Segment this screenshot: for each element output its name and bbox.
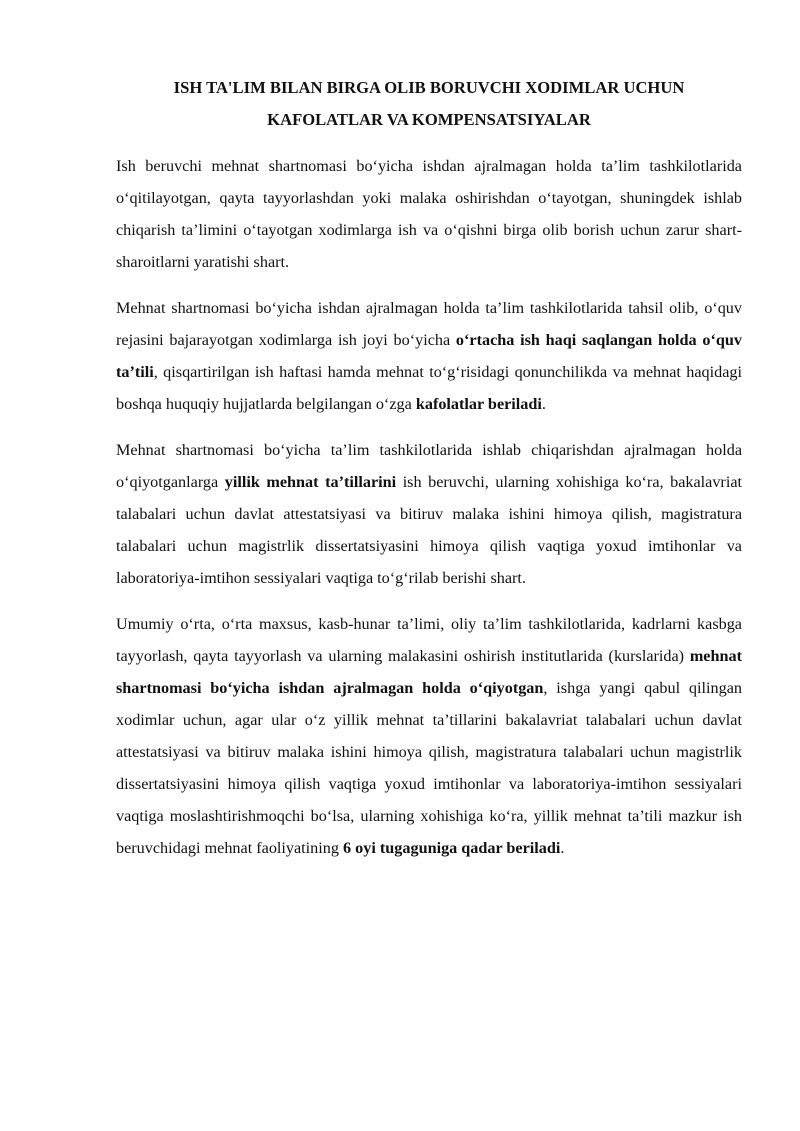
title-line-2: KAFOLATLAR VA KOMPENSATSIYALAR	[267, 110, 591, 129]
title-line-1: ISH TA'LIM BILAN BIRGA OLIB BORUVCHI XODIMLAR UCHUN	[173, 78, 685, 97]
paragraph-text: .	[560, 839, 565, 857]
document-page	[116, 72, 742, 878]
paragraph-text: Mehnat shartnomasi bo‘yicha ishdan ajralmagan holda ta’lim tashkilotlarida tahsil olib, o‘quv rejasini bajarayotgan xodimlarga ish joyi bo‘yicha	[116, 299, 742, 349]
bold-phrase: o‘rtacha ish haqi saqlangan holda o‘quv ta’tili	[116, 331, 742, 381]
paragraph-text: ish beruvchi, ularning xohishiga ko‘ra, bakalavriat talabalari uchun davlat attestatsiyasi va bitiruv malaka ishini himoya qilish, magistratura talabalari uchun magistrlik dissertatsiyasini himoya qilish vaqtiga yoxud imtihonlar va laboratoriya-imtihon sessiyalari vaqtiga to‘g‘rilab berishi shart.	[116, 473, 742, 587]
bold-phrase: kafolatlar beriladi	[415, 395, 542, 413]
paragraph-1	[116, 150, 742, 278]
paragraph-text: Ish beruvchi mehnat shartnomasi bo‘yicha ishdan ajralmagan holda ta’lim tashkilotlarida o‘qitilayotgan, qayta tayyorlashdan yoki malaka oshirishdan o‘tayotgan, shuningdek ishlab chiqarish ta’limini o‘tayotgan xodimlarga ish va o‘qishni birga olib borish uchun zarur shart-sharoitlarni yaratishi shart.	[116, 157, 742, 271]
paragraph-text: .	[541, 395, 546, 413]
paragraph-text: Mehnat shartnomasi bo‘yicha ta’lim tashkilotlarida ishlab chiqarishdan ajralmagan holda o‘qiyotganlarga	[116, 441, 742, 491]
paragraph-text: Umumiy o‘rta, o‘rta maxsus, kasb-hunar ta’limi, oliy ta’lim tashkilotlarida, kadrlarni kasbga tayyorlash, qayta tayyorlash va ularning malakasini oshirish institutlarida (kurslarida)	[116, 615, 742, 665]
document-title	[116, 72, 742, 136]
paragraph-4	[116, 608, 742, 864]
paragraph-text: , ishga yangi qabul qilingan xodimlar uchun, agar ular o‘z yillik mehnat ta’tillarini bakalavriat talabalari uchun davlat attestatsiyasi va bitiruv malaka ishini himoya qilish, magistratura talabalari uchun magistrlik dissertatsiyasini himoya qilish vaqtiga yoxud imtihonlar va laboratoriya-imtihon sessiyalari vaqtiga moslashtirishmoqchi bo‘lsa, ularning xohishiga ko‘ra, yillik mehnat ta’tili mazkur ish beruvchidagi mehnat faoliyatining	[116, 679, 742, 857]
paragraph-text: , qisqartirilgan ish haftasi hamda mehnat to‘g‘risidagi qonunchilikda va mehnat haqidagi boshqa huquqiy hujjatlarda belgilangan o‘zga	[116, 363, 742, 413]
bold-phrase: mehnat shartnomasi bo‘yicha ishdan ajralmagan holda o‘qiyotgan	[116, 647, 742, 697]
bold-phrase: 6 oyi tugaguniga qadar beriladi	[343, 839, 561, 857]
paragraph-2	[116, 292, 742, 420]
bold-phrase: yillik mehnat ta’tillarini	[224, 473, 397, 491]
paragraph-3	[116, 434, 742, 594]
